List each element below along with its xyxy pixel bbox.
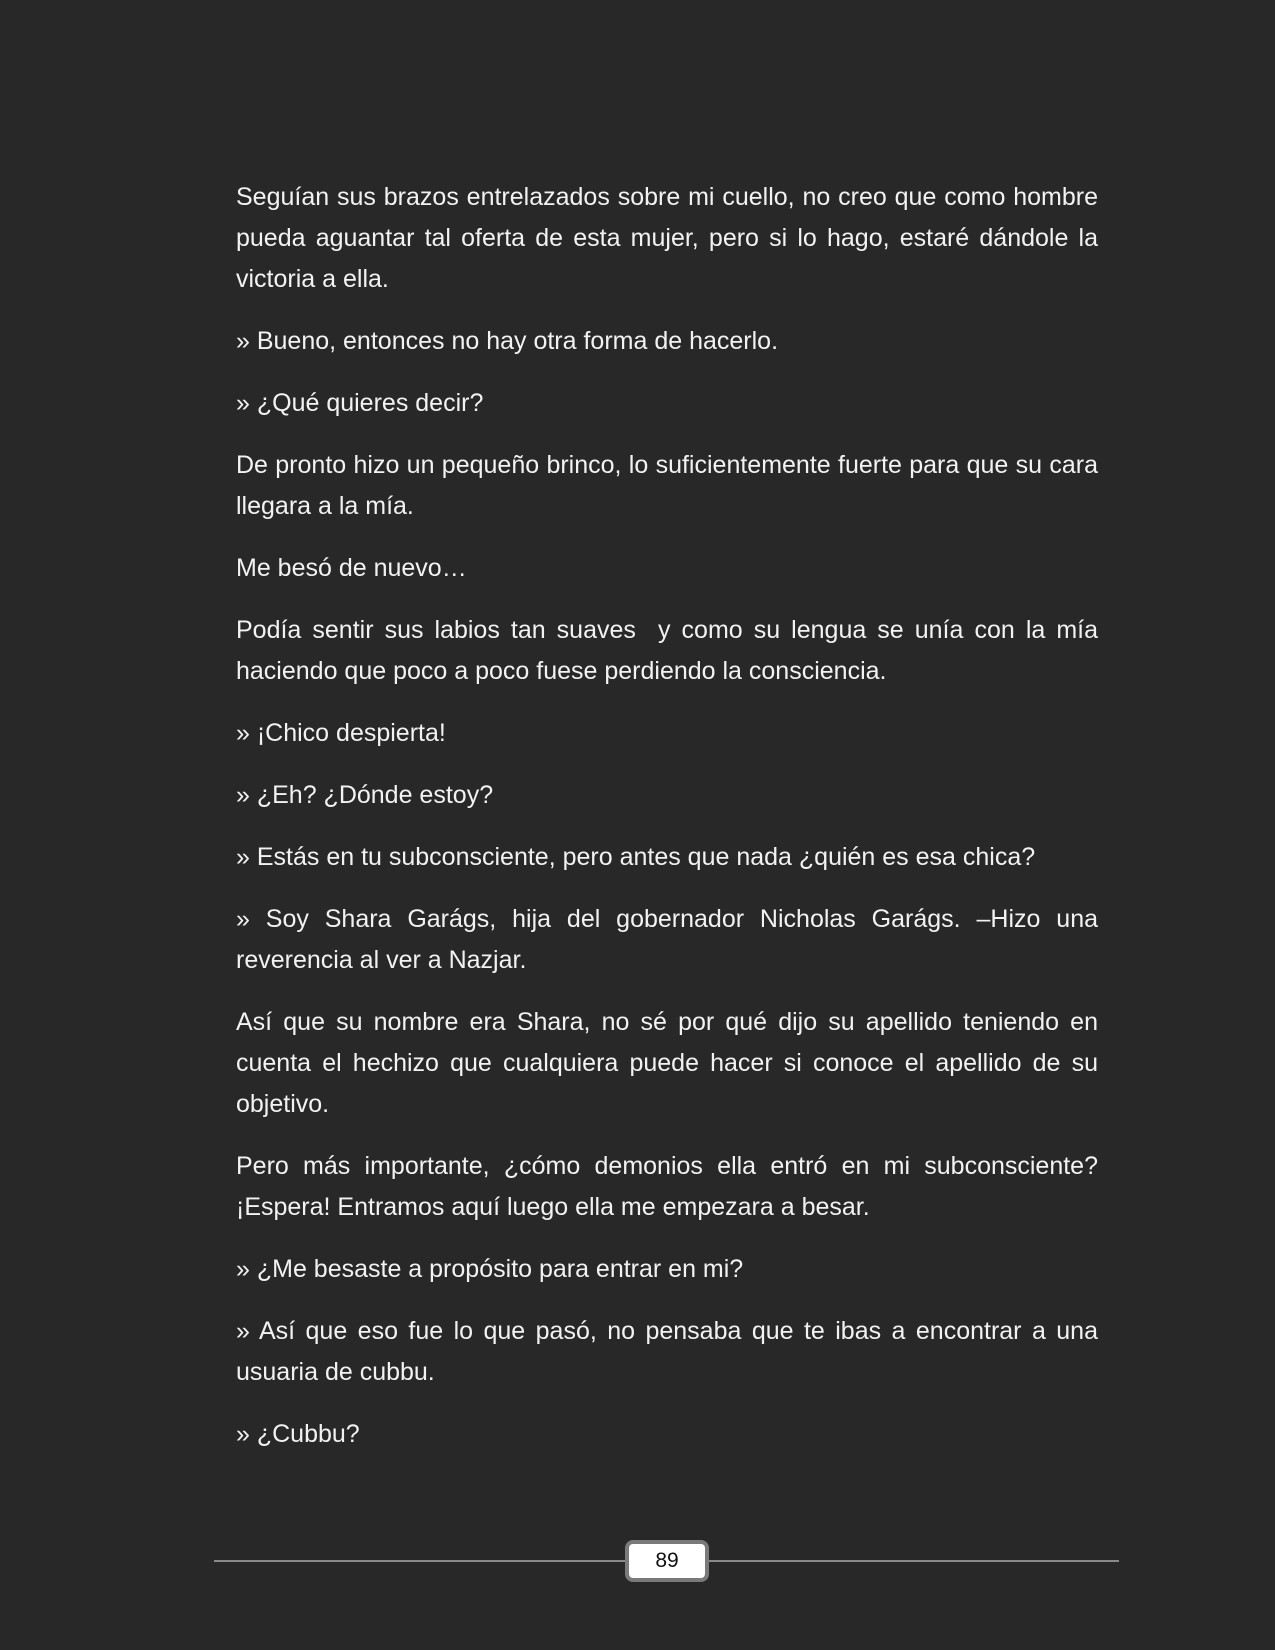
footer-divider-right: [707, 1560, 1119, 1562]
paragraph: Así que su nombre era Shara, no sé por qué dijo su apellido teniendo en cuenta el hechizo que cualquiera puede hacer si conoce el apellido de su objetivo.: [236, 1008, 1105, 1118]
paragraph: » ¿Cubbu?: [236, 1420, 360, 1448]
paragraph: » Bueno, entonces no hay otra forma de hacerlo.: [236, 327, 779, 355]
paragraph: » Soy Shara Garágs, hija del gobernador Nicholas Garágs. –Hizo una reverencia al ver a Nazjar.: [236, 905, 1105, 974]
paragraph: » ¿Eh? ¿Dónde estoy?: [236, 781, 494, 809]
paragraph: » Así que eso fue lo que pasó, no pensaba que te ibas a encontrar a una usuaria de cubbu.: [236, 1317, 1105, 1386]
paragraph: » ¡Chico despierta!: [236, 719, 446, 747]
paragraph: » ¿Me besaste a propósito para entrar en mi?: [236, 1255, 744, 1283]
paragraph: » ¿Qué quieres decir?: [236, 389, 484, 417]
paragraph: Me besó de nuevo…: [236, 554, 467, 582]
paragraph: » Estás en tu subconsciente, pero antes que nada ¿quién es esa chica?: [236, 843, 1036, 871]
paragraph: Pero más importante, ¿cómo demonios ella entró en mi subconsciente? ¡Espera! Entramos aquí luego ella me empezara a besar.: [236, 1152, 1105, 1221]
text-body: [236, 177, 1105, 1476]
paragraph: Seguían sus brazos entrelazados sobre mi cuello, no creo que como hombre pueda aguantar tal oferta de esta mujer, pero si lo hago, estaré dándole la victoria a ella.: [236, 183, 1105, 293]
paragraph: Podía sentir sus labios tan suaves y como su lengua se unía con la mía haciendo que poco a poco fuese perdiendo la consciencia.: [236, 616, 1105, 685]
page-number: 89: [625, 1540, 709, 1582]
footer-divider-left: [214, 1560, 627, 1562]
paragraph: De pronto hizo un pequeño brinco, lo suficientemente fuerte para que su cara llegara a la mía.: [236, 451, 1105, 520]
